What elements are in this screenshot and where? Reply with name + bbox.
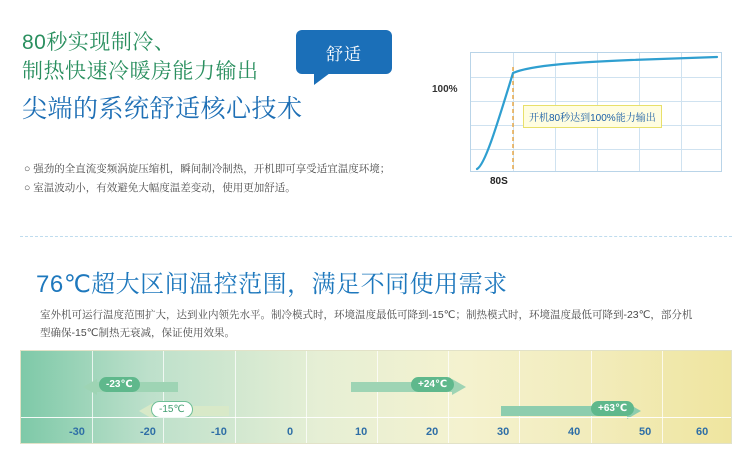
chart-x-axis-label: 80S xyxy=(490,176,508,187)
scale-tick: -30 xyxy=(69,426,85,438)
scale-tick: -10 xyxy=(211,426,227,438)
scale-tick: 30 xyxy=(497,426,510,438)
comfort-tag-badge xyxy=(296,30,392,74)
bullet-item: ○ 室温波动小，有效避免大幅度温差变动，使用更加舒适。 xyxy=(24,182,296,194)
temperature-scale-band xyxy=(20,350,732,444)
bullet-item: ○ 强劲的全直流变频涡旋压缩机，瞬间制冷制热，开机即可享受适宜温度环境； xyxy=(24,163,391,175)
scale-tick: -20 xyxy=(140,426,156,438)
scale-tick: 20 xyxy=(426,426,439,438)
marker-plus-63: +63℃ xyxy=(591,401,634,416)
temperature-scale-axis xyxy=(21,417,731,443)
heading-line-3: 尖端的系统舒适核心技术 xyxy=(22,95,303,123)
marker-minus-15: -15℃ xyxy=(151,401,193,418)
scale-tick: 10 xyxy=(355,426,368,438)
heading-line-1: 80秒实现制冷、 xyxy=(22,31,176,54)
scale-tick: 40 xyxy=(568,426,581,438)
chart-y-axis-label: 100% xyxy=(432,84,458,95)
heading-line-2: 制热快速冷暖房能力输出 xyxy=(22,60,259,83)
capacity-output-chart xyxy=(432,52,732,192)
comfort-tag-label: 舒适 xyxy=(326,44,362,64)
scale-tick: 50 xyxy=(639,426,652,438)
chart-plot-area xyxy=(470,52,722,172)
marker-plus-24: +24℃ xyxy=(411,377,454,392)
scale-tick: 0 xyxy=(287,426,294,438)
scale-tick: 60 xyxy=(696,426,709,438)
section-divider xyxy=(20,236,732,237)
chart-annotation: 开机80秒达到100%能力输出 xyxy=(523,105,662,128)
section2-title: 76℃超大区间温控范围，满足不同使用需求 xyxy=(36,271,508,298)
section-temperature-range xyxy=(0,246,752,452)
section2-description: 室外机可运行温度范围扩大，达到业内领先水平。制冷模式时，环境温度最低可降到-15℃；制热模式时，环境温度最低可降到-23℃，部分机型确保-15℃制热无衰减，保证使用效果。 xyxy=(40,309,693,339)
section1-bullet-list xyxy=(24,160,454,198)
marker-minus-23: -23℃ xyxy=(99,377,140,392)
